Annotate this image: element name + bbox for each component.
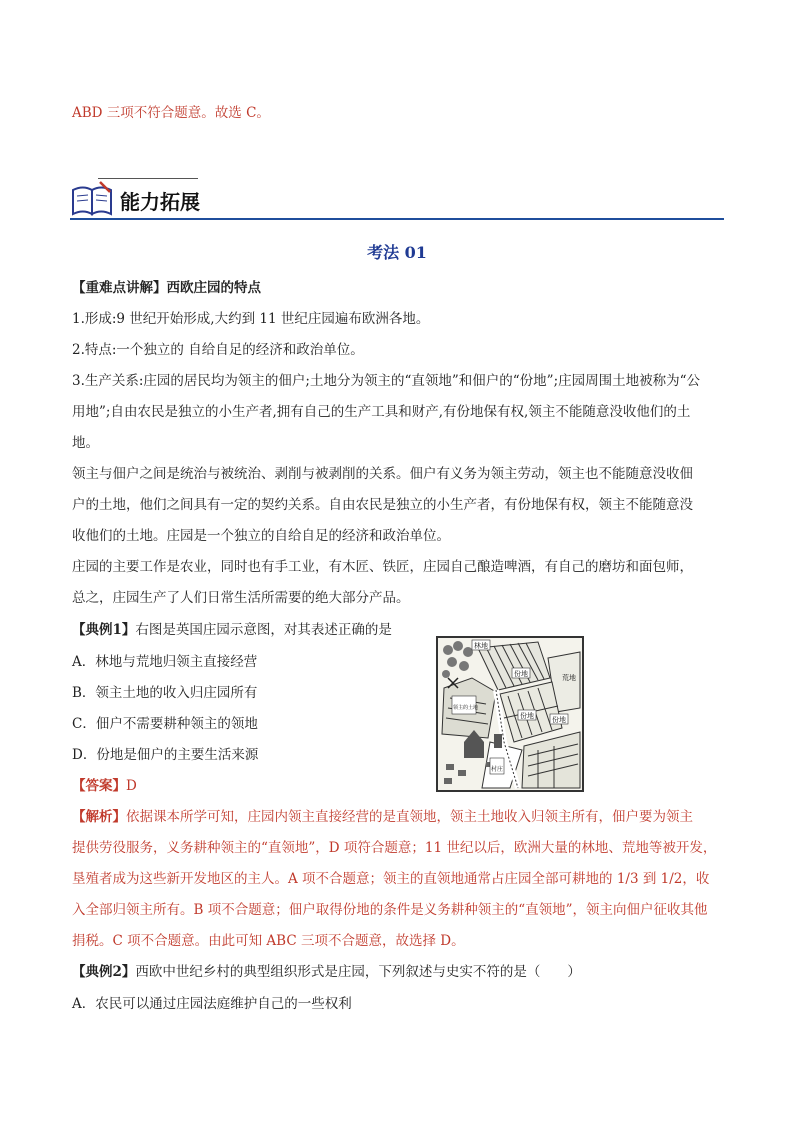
example1-label: 【典例1】	[72, 622, 136, 638]
key-point-heading	[72, 278, 261, 298]
kaofa-title: 考法 01	[367, 243, 427, 262]
top-note: ABD 三项不符合题意。故选 C。	[72, 105, 270, 121]
manor-map	[436, 636, 584, 792]
answer-label: 【答案】	[72, 778, 126, 794]
para2-line-1: 庄园的主要工作是农业，同时也有手工业，有木匠、铁匠，庄园自己酿造啤酒，有自己的磨坊和面包师，	[72, 559, 693, 575]
map-label-village: 村庄	[491, 766, 504, 773]
example1-option-b: B．领主土地的收入归庄园所有	[72, 685, 258, 701]
manor-map-drawing	[438, 638, 582, 790]
section-header	[70, 178, 724, 220]
map-label-share-1: 份地	[514, 670, 528, 678]
map-label-forest: 林地	[474, 642, 488, 650]
analysis-line-4: 入全部归领主所有。B 项不合题意；佃户取得份地的条件是义务耕种领主的“直领地”，领主向佃户征收其他	[72, 902, 708, 918]
point-2: 2.特点:一个独立的 自给自足的经济和政治单位。	[72, 342, 364, 358]
map-label-share-3: 份地	[552, 716, 566, 724]
point-3-line-1: 3.生产关系:庄园的居民均为领主的佃户;土地分为领主的“直领地”和佃户的“份地”;庄园周围土地被称为“公	[72, 373, 701, 389]
para1-line-1: 领主与佃户之间是统治与被统治、剥削与被剥削的关系。佃户有义务为领主劳动，领主也不能随意没收佃	[72, 466, 693, 482]
key-point-title: 西欧庄园的特点	[166, 280, 261, 296]
analysis-line-2: 提供劳役服务，义务耕种领主的“直领地”，D 项符合题意；11 世纪以后，欧洲大量的林地、荒地等被开发，	[72, 840, 717, 856]
example1-text: 右图是英国庄园示意图，对其表述正确的是	[135, 622, 392, 638]
map-label-share-2: 份地	[520, 712, 534, 720]
map-label-lord-land: 领主的土地	[453, 705, 479, 711]
open-book-icon	[70, 180, 116, 218]
header-divider	[98, 178, 198, 179]
analysis-line-3: 垦殖者成为这些新开发地区的主人。A 项不合题意；领主的直领地通常占庄园全部可耕地的 1/3 到 1/2，收	[72, 871, 710, 887]
para1-line-2: 户的土地，他们之间具有一定的契约关系。自由农民是独立的小生产者，有份地保有权，领主不能随意没	[72, 497, 693, 513]
section-rule	[70, 218, 724, 220]
key-point-label: 【重难点讲解】	[72, 280, 167, 296]
example1-option-a: A．林地与荒地归领主直接经营	[72, 654, 258, 670]
point-3-line-3: 地。	[72, 435, 99, 451]
example1-option-c: C．佃户不需要耕种领主的领地	[72, 716, 258, 732]
para1-line-3: 收他们的土地。庄园是一个独立的自给自足的经济和政治单位。	[72, 528, 450, 544]
example2-question	[72, 962, 581, 982]
section-title: 能力拓展	[120, 190, 200, 214]
example1-question	[72, 620, 392, 640]
analysis-line-1	[72, 807, 693, 827]
para2-line-2: 总之，庄园生产了人们日常生活所需要的绝大部分产品。	[72, 590, 410, 606]
map-label-wasteland: 荒地	[562, 674, 576, 682]
point-1: 1.形成:9 世纪开始形成,大约到 11 世纪庄园遍布欧洲各地。	[72, 311, 430, 327]
analysis-label: 【解析】	[72, 809, 126, 825]
example2-option-a: A．农民可以通过庄园法庭维护自己的一些权利	[72, 996, 352, 1012]
example1-answer	[72, 776, 137, 796]
example2-label: 【典例2】	[72, 964, 136, 980]
answer-value: D	[126, 778, 137, 794]
analysis-line-5: 捐税。C 项不合题意。由此可知 ABC 三项不合题意，故选择 D。	[72, 933, 465, 949]
example2-text: 西欧中世纪乡村的典型组织形式是庄园，下列叙述与史实不符的是（ ）	[135, 964, 581, 980]
example1-option-d: D．份地是佃户的主要生活来源	[72, 747, 259, 763]
analysis-text-1: 依据课本所学可知，庄园内领主直接经营的是直领地，领主土地收入归领主所有，佃户要为领主	[126, 809, 693, 825]
point-3-line-2: 用地”;自由农民是独立的小生产者,拥有自己的生产工具和财产,有份地保有权,领主不能随意没收他们的土	[72, 404, 691, 420]
